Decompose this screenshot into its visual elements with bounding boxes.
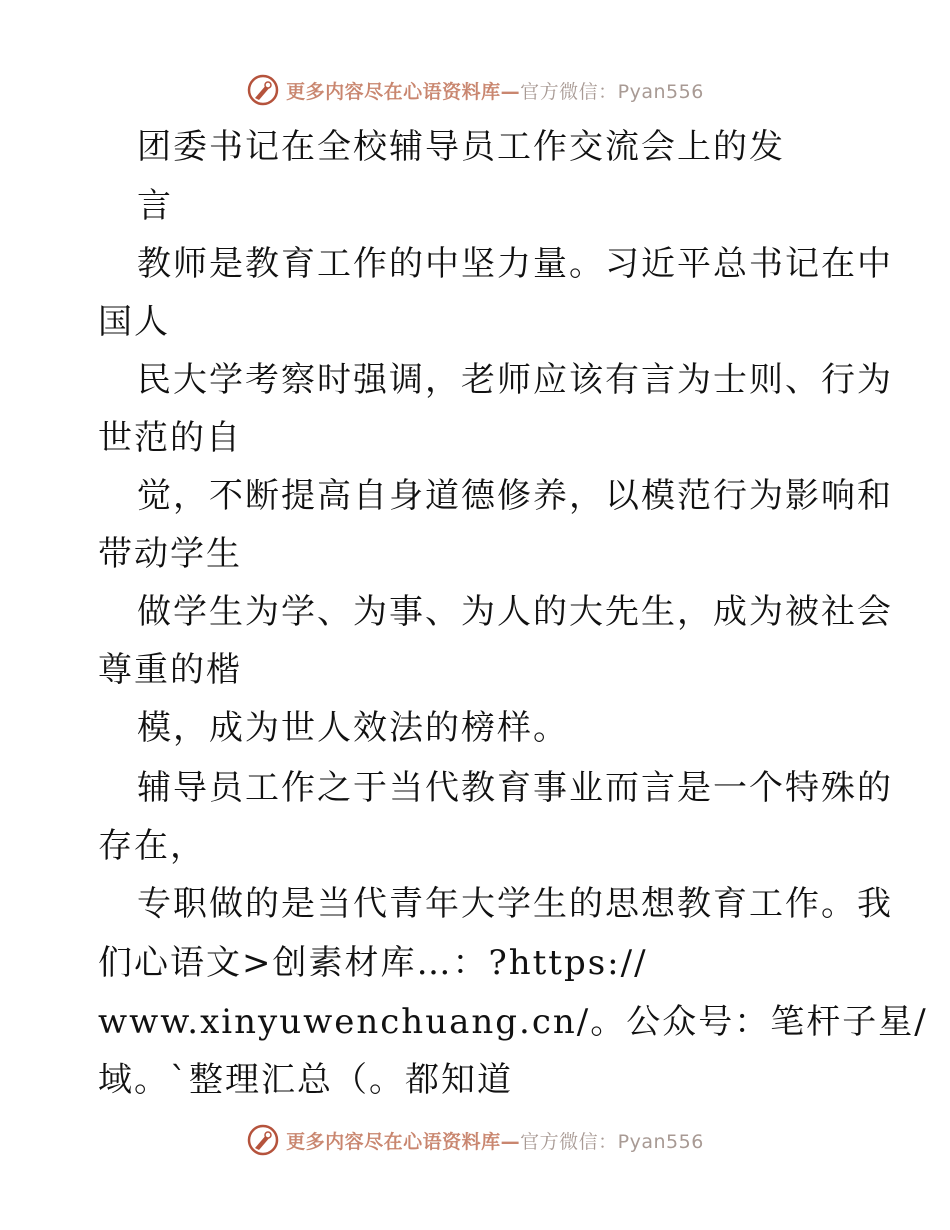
document-title-line-1: 团委书记在全校辅导员工作交流会上的发	[137, 127, 785, 167]
header-brand-text: 更多内容尽在心语资料库—	[286, 80, 521, 103]
footer-wechat-text: 官方微信：Pyan556	[520, 1130, 704, 1153]
footer-banner-text	[286, 1127, 704, 1154]
paragraph-line: 域。`整理汇总（。都知道	[98, 1060, 513, 1100]
header-wechat-text: 官方微信：Pyan556	[520, 80, 704, 103]
paragraph-line: 尊重的楷	[98, 650, 242, 690]
paragraph-line: 国人	[98, 302, 170, 342]
paragraph-line: 专职做的是当代青年大学生的思想教育工作。我	[137, 884, 893, 924]
paragraph-line: 做学生为学、为事、为人的大先生，成为被社会	[137, 592, 893, 632]
footer-banner	[0, 1120, 950, 1160]
paragraph-line: www.xinyuwenchuang.cn/。公众号：笔杆子星/	[98, 1002, 928, 1042]
document-title-line-2: 言	[137, 186, 173, 226]
paragraph-line: 们心语文>创素材库…：?https://	[98, 943, 648, 983]
paragraph-line: 世范的自	[98, 418, 242, 458]
paragraph-line: 民大学考察时强调，老师应该有言为士则、行为	[137, 360, 893, 400]
paragraph-line: 模，成为世人效法的榜样。	[137, 708, 569, 748]
paragraph-line: 存在，	[98, 826, 206, 866]
paragraph-line: 教师是教育工作的中坚力量。习近平总书记在中	[137, 244, 893, 284]
pen-nib-logo-icon	[246, 1123, 280, 1157]
paragraph-line: 觉，不断提高自身道德修养，以模范行为影响和	[137, 476, 893, 516]
paragraph-line: 带动学生	[98, 534, 242, 574]
paragraph-line: 辅导员工作之于当代教育事业而言是一个特殊的	[137, 768, 893, 808]
footer-brand-text: 更多内容尽在心语资料库—	[286, 1130, 521, 1153]
